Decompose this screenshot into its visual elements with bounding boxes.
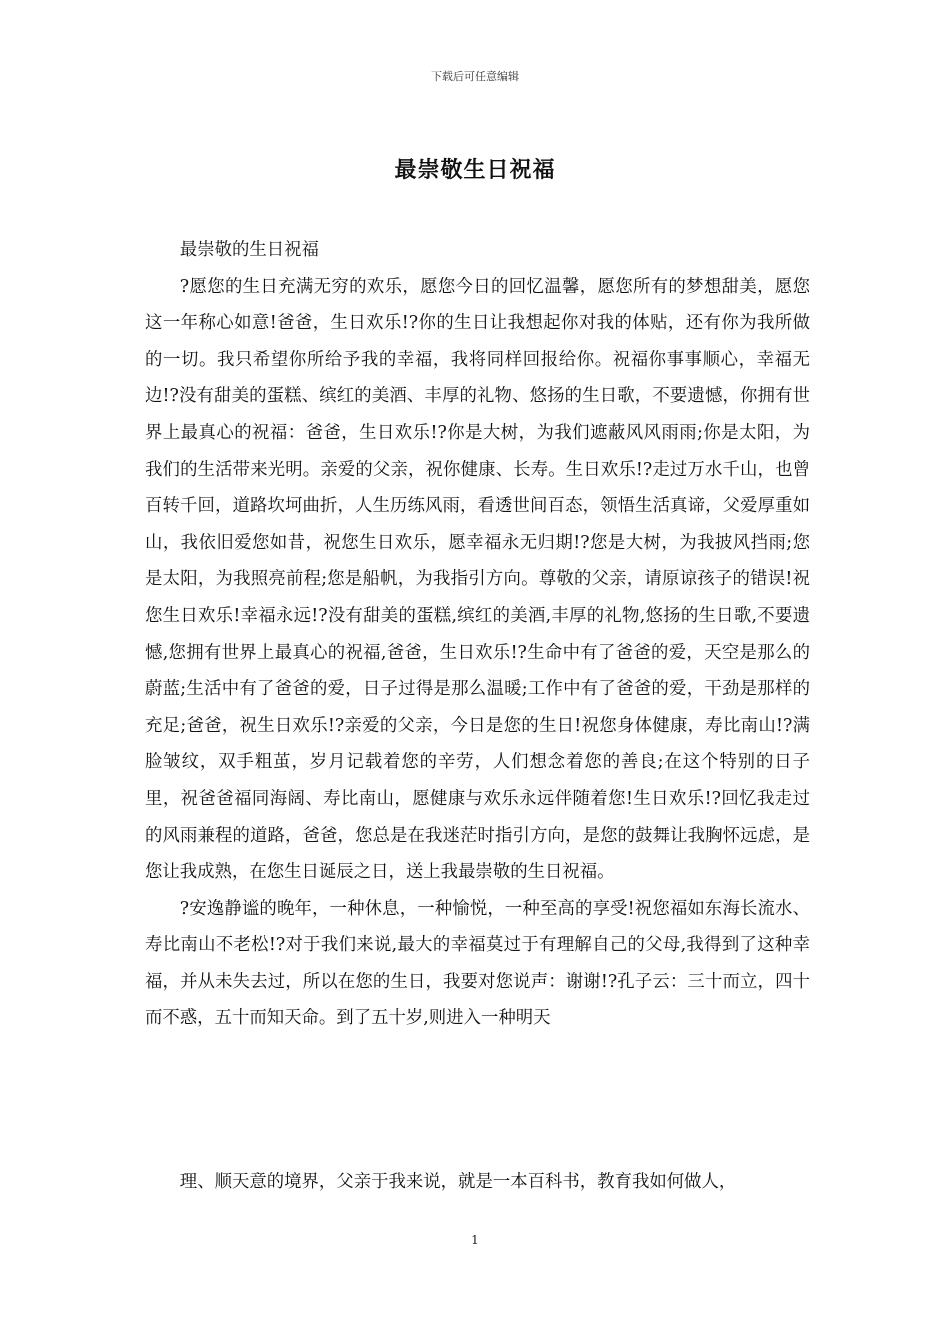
document-title: 最崇敬生日祝福 bbox=[394, 157, 556, 183]
document-body bbox=[145, 232, 810, 1037]
paragraph-subtitle: 最崇敬的生日祝福 bbox=[179, 240, 319, 260]
page-number: 1 bbox=[471, 1233, 479, 1247]
paragraph: ?安逸静谧的晚年，一种休息，一种愉悦，一种至高的享受!祝您福如东海长流水、寿比南山不老松!?对于我们来说,最大的幸福莫过于有理解自己的父母,我得到了这种幸福，并从未失去过，所以在您的生日，我要对您说声：谢谢!?孔子云：三十而立，四十而不惑，五十而知天命。到了五十岁,则进入一种明天 bbox=[145, 898, 810, 1029]
page-header: 下载后可任意编辑 bbox=[431, 70, 519, 83]
paragraph: ?愿您的生日充满无穷的欢乐，愿您今日的回忆温馨，愿您所有的梦想甜美，愿您这一年称心如意!爸爸，生日欢乐!?你的生日让我想起你对我的体贴，还有你为我所做的一切。我只希望你所给予我的幸福，我将同样回报给你。祝福你事事顺心，幸福无边!?没有甜美的蛋糕、缤红的美酒、丰厚的礼物、悠扬的生日歌，不要遗憾，你拥有世界上最真心的祝福：爸爸，生日欢乐!?你是大树，为我们遮蔽风风雨雨;你是太阳，为我们的生活带来光明。亲爱的父亲，祝你健康、长寿。生日欢乐!?走过万水千山，也曾百转千回，道路坎坷曲折，人生历练风雨，看透世间百态，领悟生活真谛，父爱厚重如山，我依旧爱您如昔，祝您生日欢乐，愿幸福永无归期!?您是大树，为我披风挡雨;您是太阳，为我照亮前程;您是船帆，为我指引方向。尊敬的父亲，请原谅孩子的错误!祝您生日欢乐!幸福永远!?没有甜美的蛋糕,缤红的美酒,丰厚的礼物,悠扬的生日歌,不要遗憾,您拥有世界上最真心的祝福,爸爸，生日欢乐!?生命中有了爸爸的爱，天空是那么的蔚蓝;生活中有了爸爸的爱，日子过得是那么温暖;工作中有了爸爸的爱，干劲是那样的充足;爸爸，祝生日欢乐!?亲爱的父亲，今日是您的生日!祝您身体健康，寿比南山!?满脸皱纹，双手粗茧，岁月记载着您的辛劳，人们想念着您的善良;在这个特别的日子里，祝爸爸福同海阔、寿比南山，愿健康与欢乐永远伴随着您!生日欢乐!?回忆我走过的风雨兼程的道路，爸爸，您总是在我迷茫时指引方向，是您的鼓舞让我胸怀远虑，是您让我成熟，在您生日诞辰之日，送上我最崇敬的生日祝福。 bbox=[145, 276, 810, 883]
paragraph-continued: 理、顺天意的境界，父亲于我来说，就是一本百科书，教育我如何做人， bbox=[179, 1172, 737, 1192]
